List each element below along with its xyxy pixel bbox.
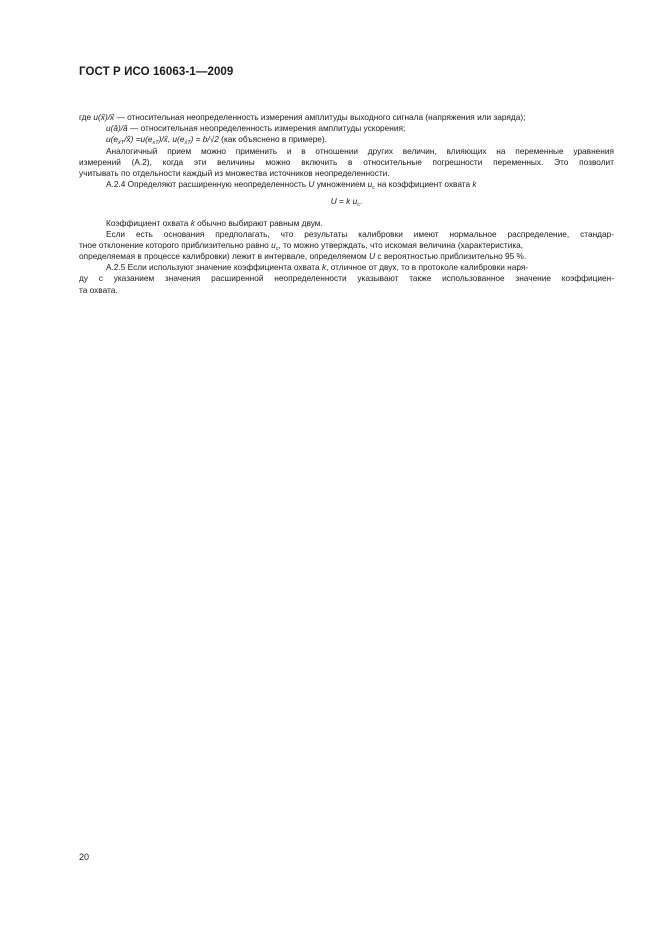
document-header: ГОСТ Р ИСО 16063-1—2009 <box>79 66 234 78</box>
section-a25-l3: та охвата. <box>79 284 118 295</box>
text: с вероятностью приблизительно 95 %. <box>375 251 527 262</box>
formula-inline: u(â)/â <box>106 123 128 134</box>
formula-inline: u(x̂)/x̂ <box>93 112 115 122</box>
symbol: k <box>190 217 195 228</box>
text: где <box>79 112 94 122</box>
text: — относительная неопределенность измерения амплитуды ускорения; <box>127 123 406 134</box>
formula-part: /x̂) =u(e <box>124 134 153 145</box>
paragraph-normal-l1: Если есть основания предполагать, что результаты калибровки имеют нормальное распределение, стандар- <box>106 228 614 239</box>
text: обычно выбирают равным двум. <box>194 217 323 228</box>
paragraph-normal-l2 <box>79 240 614 251</box>
paragraph-analog-l2: измерений (А.2), когда эти величины можно включить в относительные погрешности переменных. Это позволит <box>79 156 614 167</box>
formula-part: ) = b/√2 <box>190 134 219 145</box>
text: А.2.5 Если используют значение коэффициента охвата <box>106 262 322 273</box>
line-acceleration-uncertainty <box>79 123 614 134</box>
text: , отличное от двух, то в протоколе калибровки наря- <box>326 262 529 273</box>
text: определяемая в процессе калибровки) лежит в интервале, определяемом <box>79 251 370 262</box>
text: на коэффициент охвата <box>374 179 473 190</box>
formula-part: u(e <box>106 134 118 145</box>
symbol: U <box>308 179 315 190</box>
formula-subscript: xT <box>152 140 159 147</box>
symbol: U <box>369 251 376 262</box>
symbol: U <box>330 196 337 207</box>
paragraph-analog-l3: учитывать по отдельности каждый из множества источников неопределенности. <box>79 167 390 178</box>
text: = <box>336 196 347 207</box>
text: Коэффициент охвата <box>106 217 191 228</box>
line-output-uncertainty <box>79 112 614 123</box>
text: А.2.4 Определяют расширенную неопределенность <box>106 179 309 190</box>
symbol-subscript: c <box>275 245 279 252</box>
section-a25-l2: ду с указанием значения расширенной неопределенности указывают также использованное значение коэффициен- <box>79 273 614 284</box>
paragraph-normal-l3 <box>79 251 614 262</box>
text: , то можно утверждать, что искомая величина (характеристика, <box>278 239 524 250</box>
formula-part: )/x̂, u(e <box>158 134 185 145</box>
section-a24 <box>79 179 614 190</box>
text: тное отклонение которого приблизительно равно <box>79 239 272 250</box>
text: — относительная неопределенность измерения амплитуды выходного сигнала (напряжения или заряда); <box>114 112 526 122</box>
text: (как объяснено в примере). <box>218 134 327 145</box>
line-coverage-factor <box>79 218 614 229</box>
symbol: u <box>271 239 276 250</box>
symbol-subscript: c <box>372 185 375 192</box>
section-a25-l1 <box>79 262 614 273</box>
symbol: k <box>472 179 477 190</box>
document-body <box>79 112 614 296</box>
formula-expanded-uncertainty <box>79 196 614 207</box>
text: . <box>359 196 363 207</box>
paragraph-analog-l1: Аналогичный прием можно применить и в отношении других величин, влияющих на переменные уравнения <box>106 145 614 156</box>
symbol: k <box>321 262 327 273</box>
formula-subscript: x̂T <box>184 140 191 147</box>
text: умножением <box>314 179 368 190</box>
page-number: 20 <box>79 852 90 862</box>
symbol: u <box>367 179 373 190</box>
symbol-subscript: c <box>357 202 360 209</box>
symbol: k u <box>346 196 358 207</box>
line-relative-errors-formula <box>79 134 614 145</box>
formula-subscript: x̂T <box>118 140 125 147</box>
